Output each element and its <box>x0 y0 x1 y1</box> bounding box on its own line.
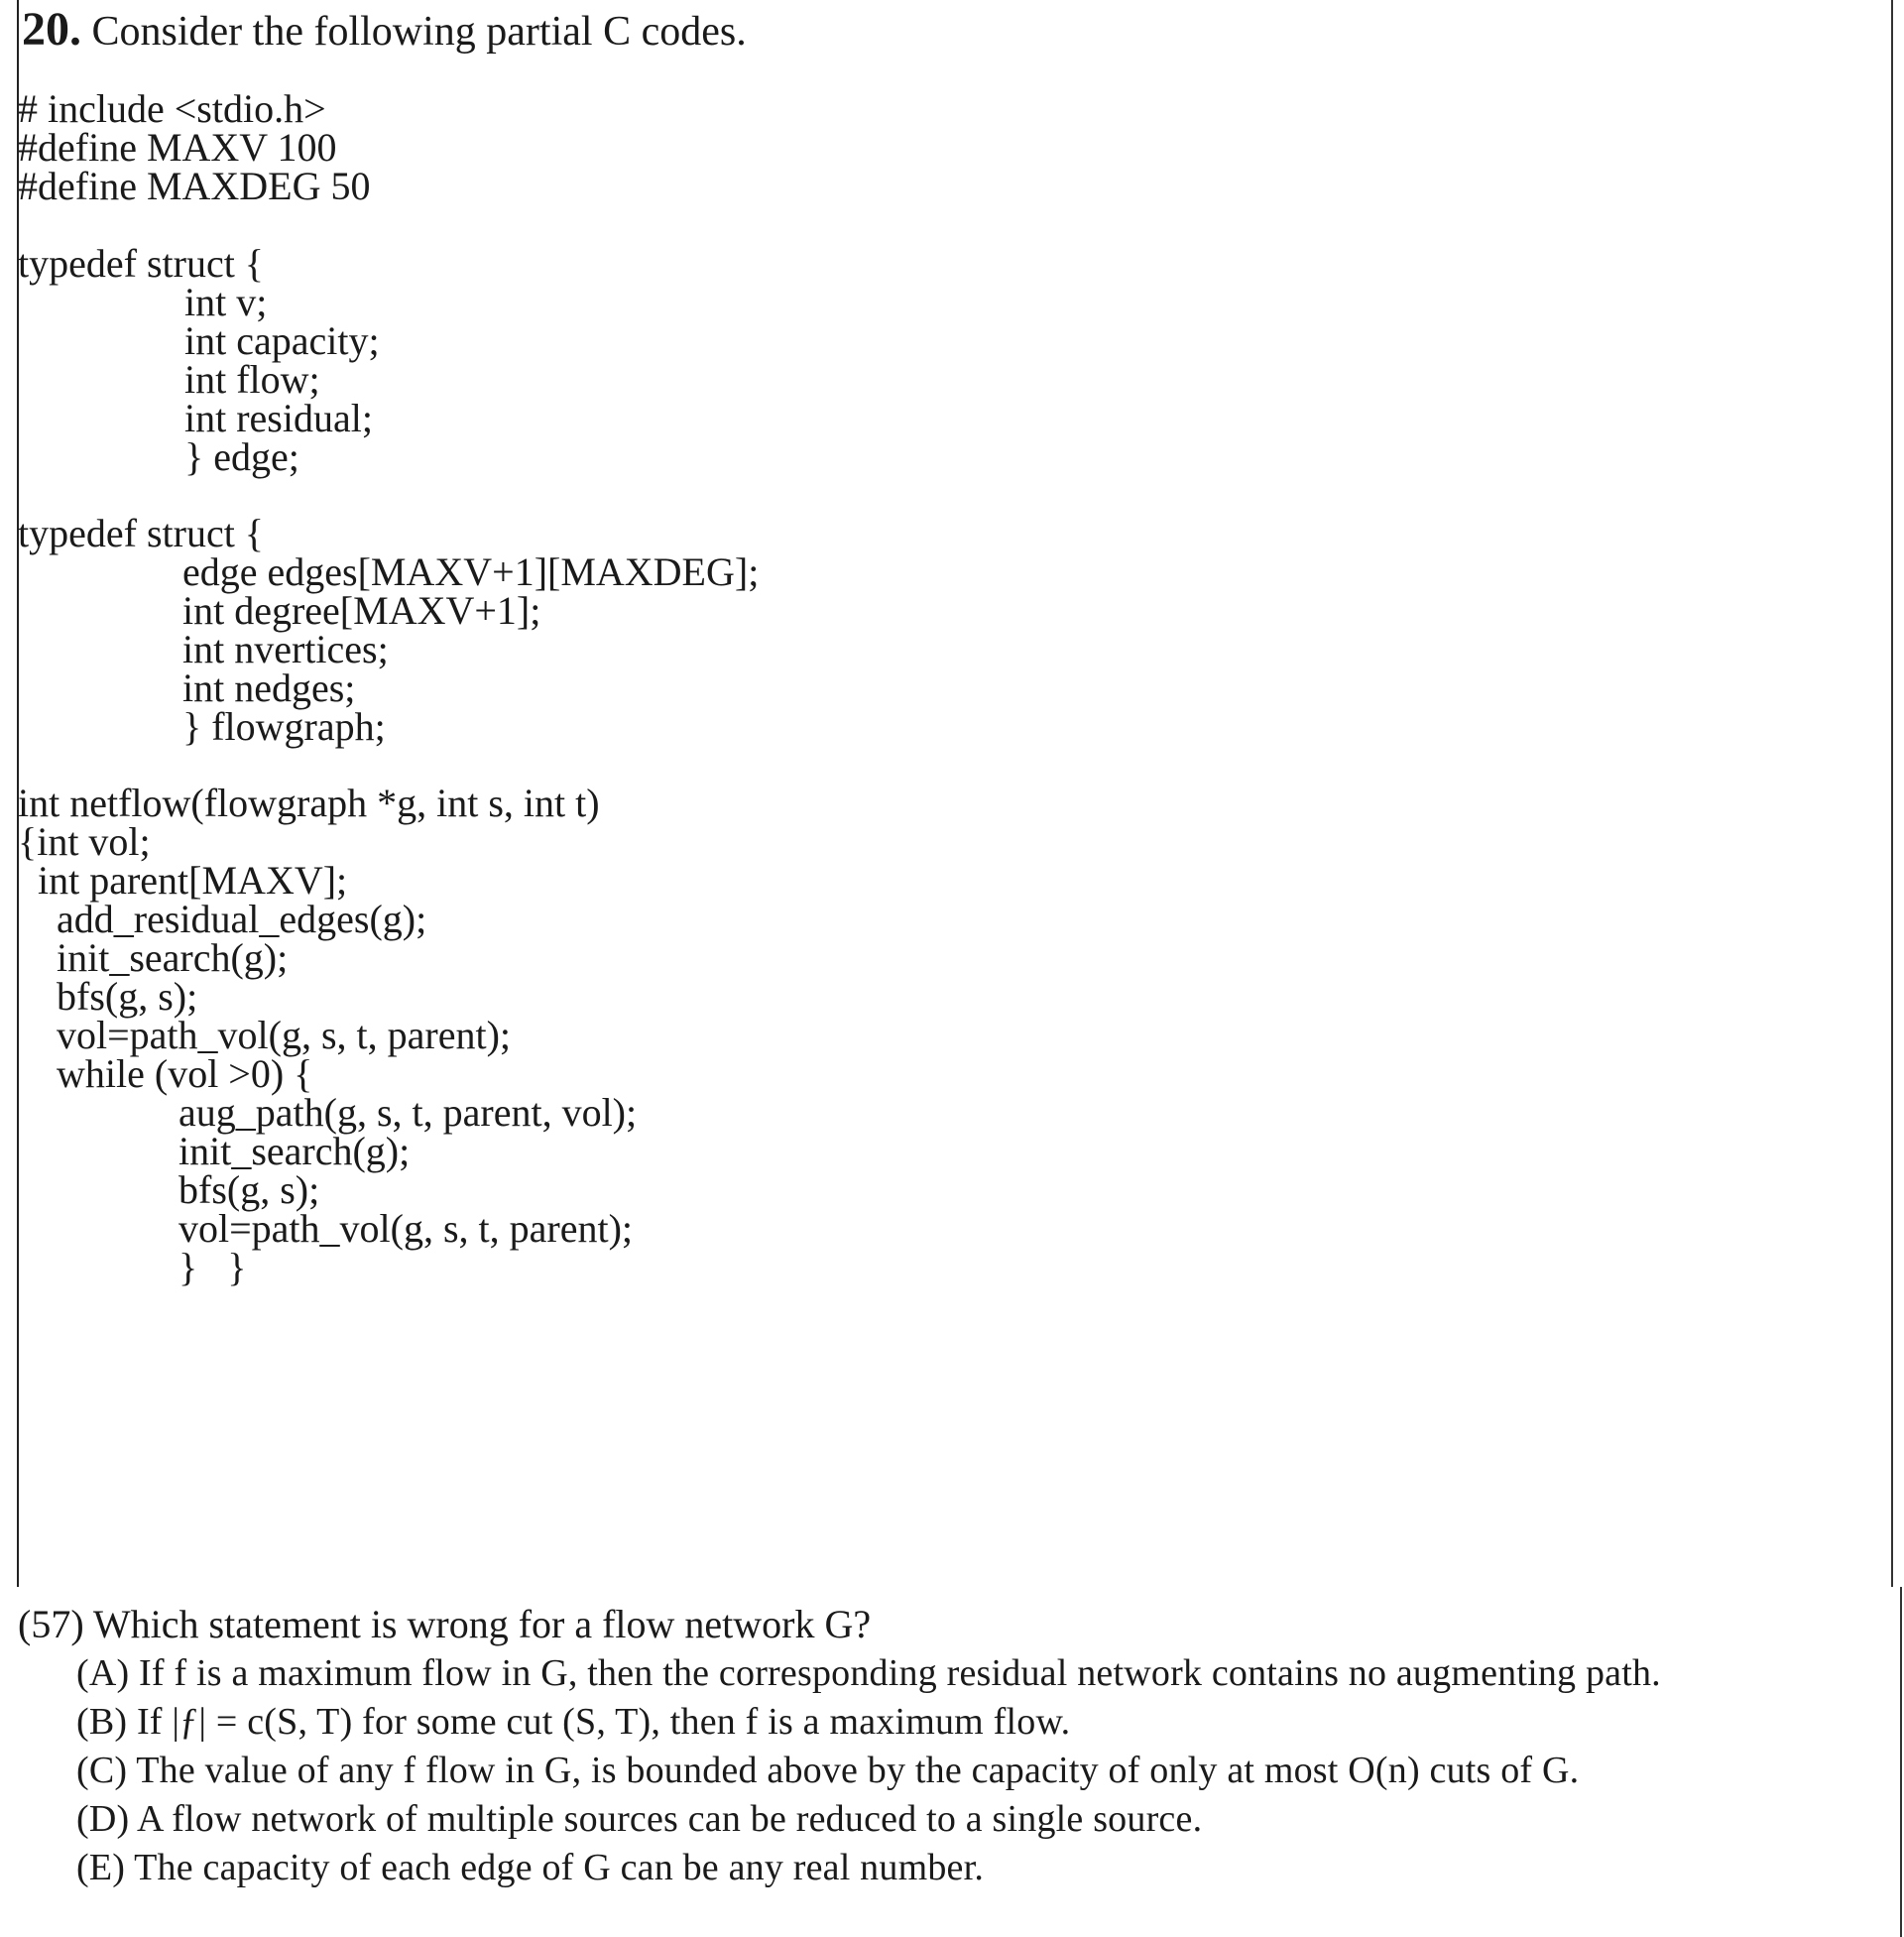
code-line: int capacity; <box>184 318 380 363</box>
option-e: (E) The capacity of each edge of G can be any real number. <box>76 1847 985 1888</box>
code-line: #define MAXDEG 50 <box>18 164 371 208</box>
question-intro: Consider the following partial C codes. <box>91 9 747 55</box>
option-a: (A) If f is a maximum flow in G, then the corresponding residual network contains no augmenting path. <box>76 1652 1661 1694</box>
option-b: (B) If |ƒ| = c(S, T) for some cut (S, T), then f is a maximum flow. <box>76 1701 1071 1743</box>
code-line: # include <stdio.h> <box>18 86 326 131</box>
right-border-line-bottom <box>1900 1587 1902 1937</box>
code-line: typedef struct { <box>18 511 265 555</box>
code-line: aug_path(g, s, t, parent, vol); <box>178 1090 638 1135</box>
code-line: int residual; <box>184 396 373 440</box>
code-line: int flow; <box>184 357 320 402</box>
code-line: } flowgraph; <box>182 704 386 749</box>
subquestion-title: (57) Which statement is wrong for a flow network G? <box>18 1602 872 1646</box>
right-border-line-top <box>1891 0 1893 1587</box>
code-line: typedef struct { <box>18 241 265 286</box>
code-line: init_search(g); <box>178 1129 411 1173</box>
code-line: int degree[MAXV+1]; <box>182 588 541 633</box>
code-line: add_residual_edges(g); <box>57 897 427 941</box>
code-line: while (vol >0) { <box>57 1051 313 1096</box>
code-line: vol=path_vol(g, s, t, parent); <box>178 1206 634 1251</box>
code-line: #define MAXV 100 <box>18 125 337 170</box>
code-line: bfs(g, s); <box>178 1167 320 1212</box>
code-line: vol=path_vol(g, s, t, parent); <box>57 1013 512 1057</box>
code-line: init_search(g); <box>57 935 289 980</box>
option-c: (C) The value of any f flow in G, is bounded above by the capacity of only at most O(n) cuts of G. <box>76 1750 1580 1791</box>
code-line: {int vol; <box>18 819 151 864</box>
code-line: } edge; <box>184 434 299 479</box>
code-line: } } <box>178 1245 247 1289</box>
code-line: int v; <box>184 280 268 324</box>
code-line: bfs(g, s); <box>57 974 198 1019</box>
code-line: int parent[MAXV]; <box>38 858 348 903</box>
question-number: 20. <box>22 3 81 56</box>
code-line: int nvertices; <box>182 627 389 671</box>
code-line: int netflow(flowgraph *g, int s, int t) <box>18 781 600 825</box>
option-d: (D) A flow network of multiple sources can be reduced to a single source. <box>76 1798 1203 1840</box>
code-line: int nedges; <box>182 666 356 710</box>
question-heading <box>22 4 747 58</box>
code-line: edge edges[MAXV+1][MAXDEG]; <box>182 549 760 594</box>
